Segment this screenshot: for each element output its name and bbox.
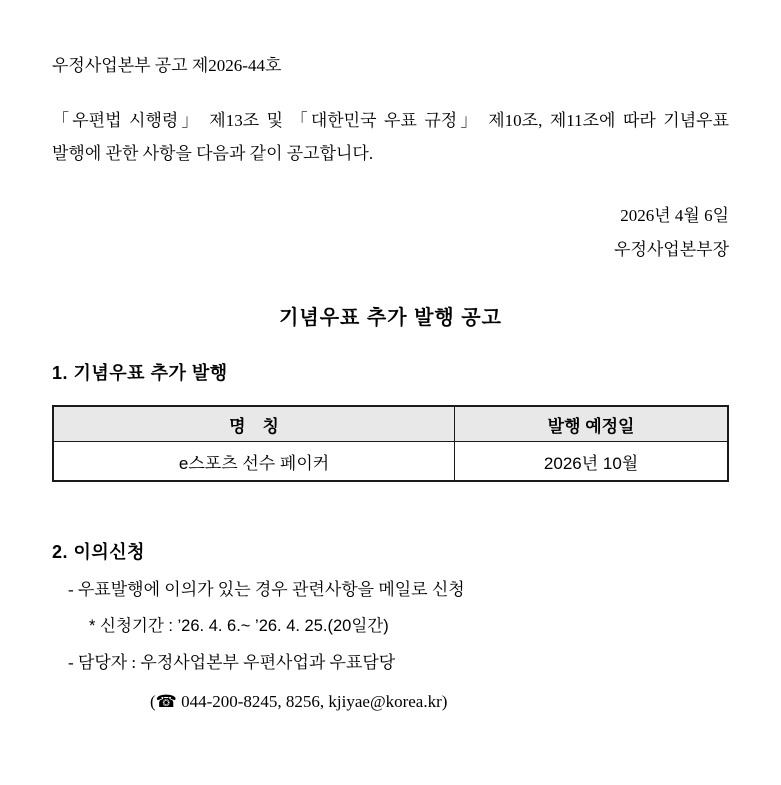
column-header-issue-date: 발행 예정일: [455, 406, 728, 442]
application-period-item: * 신청기간 : ’26. 4. 6.~ ’26. 4. 25.(20일간): [89, 617, 389, 635]
objection-method-item: - 우표발행에 이의가 있는 경우 관련사항을 메일로 신청: [68, 580, 465, 599]
contact-person-item: - 담당자 : 우정사업본부 우편사업과 우표담당: [68, 653, 396, 672]
notice-number: 우정사업본부 공고 제2026-44호: [52, 56, 282, 75]
table-row: [53, 442, 728, 482]
signer-title: 우정사업본부장: [614, 240, 729, 259]
issue-date-cell: 2026년 10월: [455, 442, 728, 482]
section2-heading: 2. 이의신청: [52, 542, 146, 562]
sign-block: [52, 199, 729, 267]
document-title: 기념우표 추가 발행 공고: [279, 307, 502, 329]
stamp-name-cell: e스포츠 선수 페이커: [53, 442, 455, 482]
contact-phone-line: (☎ 044-200-8245, 8256, kjiyae@korea.kr): [150, 692, 448, 711]
objection-list: [52, 579, 729, 713]
table-header-row: [53, 406, 728, 442]
stamp-issuance-table: [52, 405, 729, 482]
announcement-date: 2026년 4월 6일: [620, 206, 729, 225]
section1-heading: 1. 기념우표 추가 발행: [52, 363, 228, 383]
intro-paragraph: 「우편법 시행령」 제13조 및 「대한민국 우표 규정」 제10조, 제11조에 따라 기념우표 발행에 관한 사항을 다음과 같이 공고합니다.: [52, 111, 729, 163]
column-header-name: 명 칭: [53, 406, 455, 442]
